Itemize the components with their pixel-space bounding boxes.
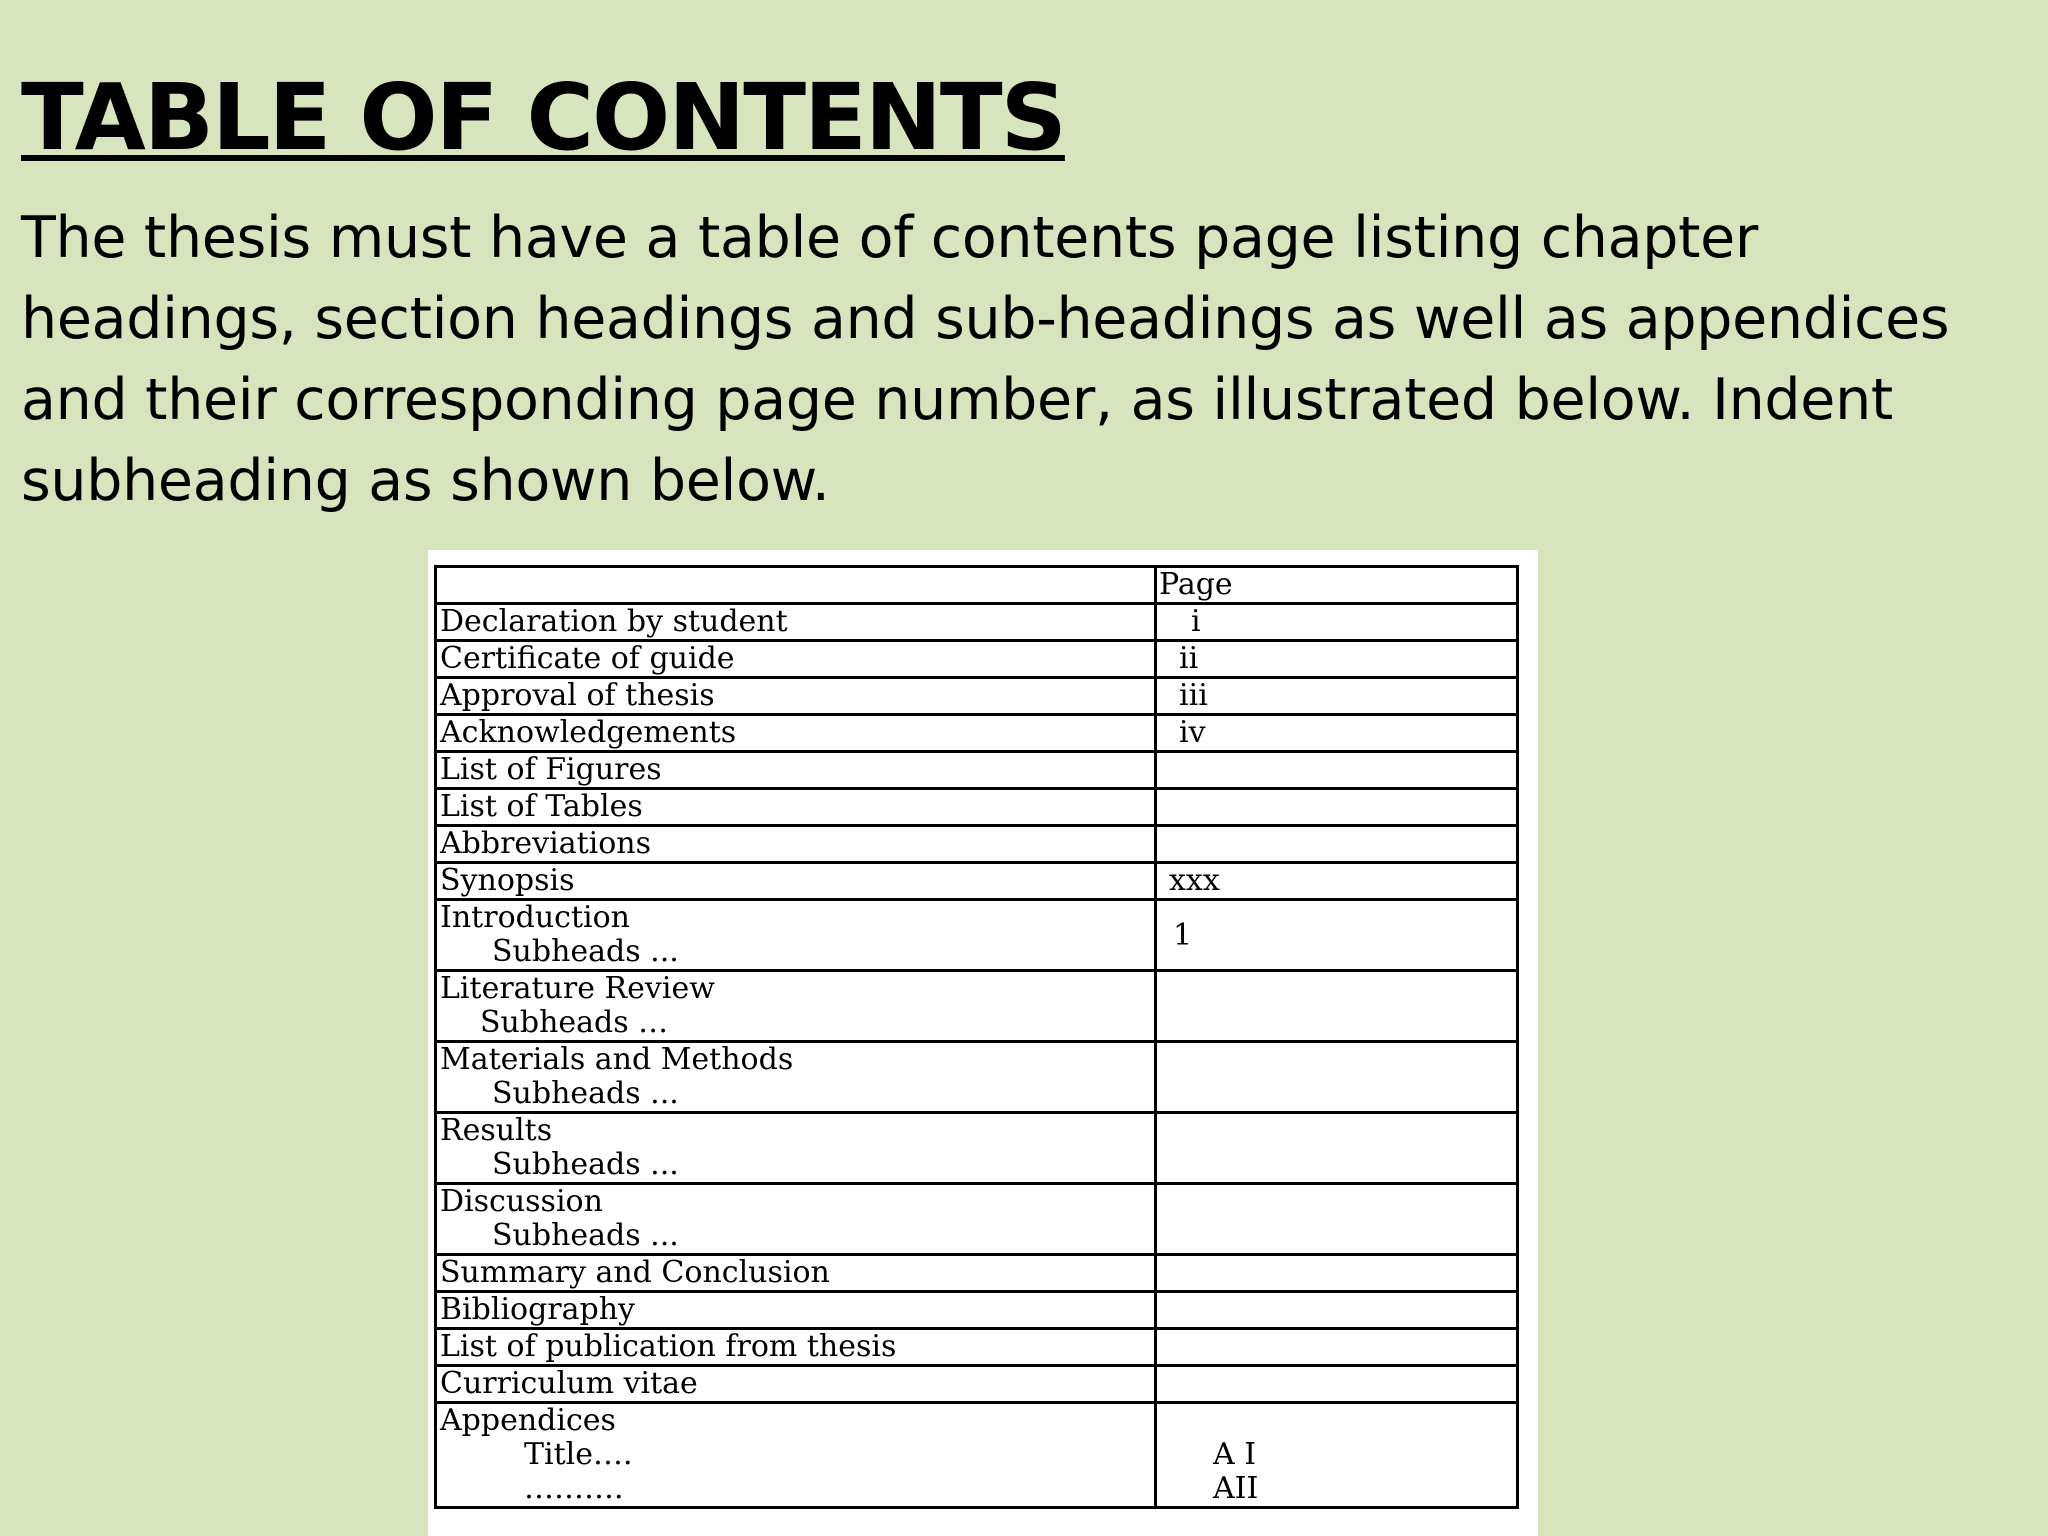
toc-row [436, 1255, 1518, 1292]
toc-subhead: Subheads … [480, 1005, 669, 1040]
toc-row [436, 1042, 1518, 1113]
toc-page-cell [1156, 1403, 1518, 1508]
toc-entry-cell [436, 900, 1156, 971]
toc-entry-cell [436, 1042, 1156, 1113]
toc-row [436, 1403, 1518, 1508]
toc-subhead: Subheads ... [492, 934, 679, 969]
toc-row [436, 641, 1518, 678]
toc-page-cell [1156, 1292, 1518, 1329]
toc-page-number: ii [1179, 641, 1199, 676]
toc-page-cell [1156, 863, 1518, 900]
toc-row [436, 678, 1518, 715]
toc-page-cell [1156, 1329, 1518, 1366]
toc-page-number: 1 [1173, 918, 1193, 953]
toc-page-cell [1156, 641, 1518, 678]
toc-page-cell [1156, 1366, 1518, 1403]
toc-entry-cell [436, 1403, 1156, 1508]
toc-entry-cell [436, 1184, 1156, 1255]
toc-entry: Bibliography [436, 1292, 1156, 1329]
toc-table [434, 565, 1519, 1509]
toc-page-cell [1156, 604, 1518, 641]
toc-example-image [428, 550, 1538, 1536]
toc-page-number: iv [1179, 715, 1206, 750]
toc-page-number: i [1191, 604, 1201, 639]
toc-page-cell [1156, 789, 1518, 826]
toc-entry: List of publication from thesis [436, 1329, 1156, 1366]
toc-row [436, 1329, 1518, 1366]
toc-subhead: Subheads ... [492, 1076, 679, 1111]
toc-entry: Acknowledgements [436, 715, 1156, 752]
toc-page-cell [1156, 1255, 1518, 1292]
toc-page-cell [1156, 900, 1518, 971]
toc-entry: Summary and Conclusion [436, 1255, 1156, 1292]
toc-page-cell [1156, 1184, 1518, 1255]
toc-entry: Curriculum vitae [436, 1366, 1156, 1403]
toc-entry-cell [436, 1113, 1156, 1184]
toc-entry: Synopsis [436, 863, 1156, 900]
toc-entry: Results [440, 1113, 553, 1148]
toc-page-number: A I [1213, 1437, 1257, 1472]
toc-page-cell [1156, 1113, 1518, 1184]
slide-title: TABLE OF CONTENTS [21, 64, 1065, 171]
toc-entry: Appendices [440, 1403, 616, 1438]
toc-entry: List of Tables [436, 789, 1156, 826]
toc-entry: Declaration by student [436, 604, 1156, 641]
toc-entry: Literature Review [440, 971, 715, 1006]
toc-page-cell [1156, 752, 1518, 789]
toc-header-page-cell: Page [1156, 567, 1518, 604]
toc-row [436, 971, 1518, 1042]
toc-page-cell [1156, 826, 1518, 863]
toc-row [436, 863, 1518, 900]
toc-entry: List of Figures [436, 752, 1156, 789]
toc-page-cell [1156, 1042, 1518, 1113]
toc-row [436, 604, 1518, 641]
toc-row [436, 789, 1518, 826]
toc-header-row [436, 567, 1518, 604]
slide-body-text: The thesis must have a table of contents page listing chapter headings, section headings and sub-headings as well as appendices and their corresponding page number, as illustrated below. Indent subheading as shown below. [21, 205, 1950, 514]
toc-header-entry-cell [436, 567, 1156, 604]
toc-entry: Discussion [440, 1184, 603, 1219]
toc-page-cell [1156, 715, 1518, 752]
toc-entry: Certificate of guide [436, 641, 1156, 678]
toc-row [436, 826, 1518, 863]
toc-row [436, 900, 1518, 971]
toc-entry: Materials and Methods [440, 1042, 794, 1077]
toc-page-number: xxx [1169, 863, 1220, 898]
toc-subhead: Title…. [524, 1437, 633, 1472]
toc-subhead: Subheads ... [492, 1147, 679, 1182]
toc-page-number: AII [1213, 1471, 1259, 1506]
toc-entry: Approval of thesis [436, 678, 1156, 715]
toc-subhead: Subheads ... [492, 1218, 679, 1253]
toc-row [436, 715, 1518, 752]
toc-row [436, 752, 1518, 789]
toc-row [436, 1113, 1518, 1184]
toc-row [436, 1292, 1518, 1329]
toc-subhead: ………. [524, 1471, 624, 1506]
toc-entry-cell [436, 971, 1156, 1042]
toc-entry: Introduction [440, 900, 630, 935]
toc-page-number: iii [1179, 678, 1208, 713]
toc-entry: Abbreviations [436, 826, 1156, 863]
toc-page-cell [1156, 678, 1518, 715]
toc-row [436, 1366, 1518, 1403]
toc-page-cell [1156, 971, 1518, 1042]
toc-row [436, 1184, 1518, 1255]
